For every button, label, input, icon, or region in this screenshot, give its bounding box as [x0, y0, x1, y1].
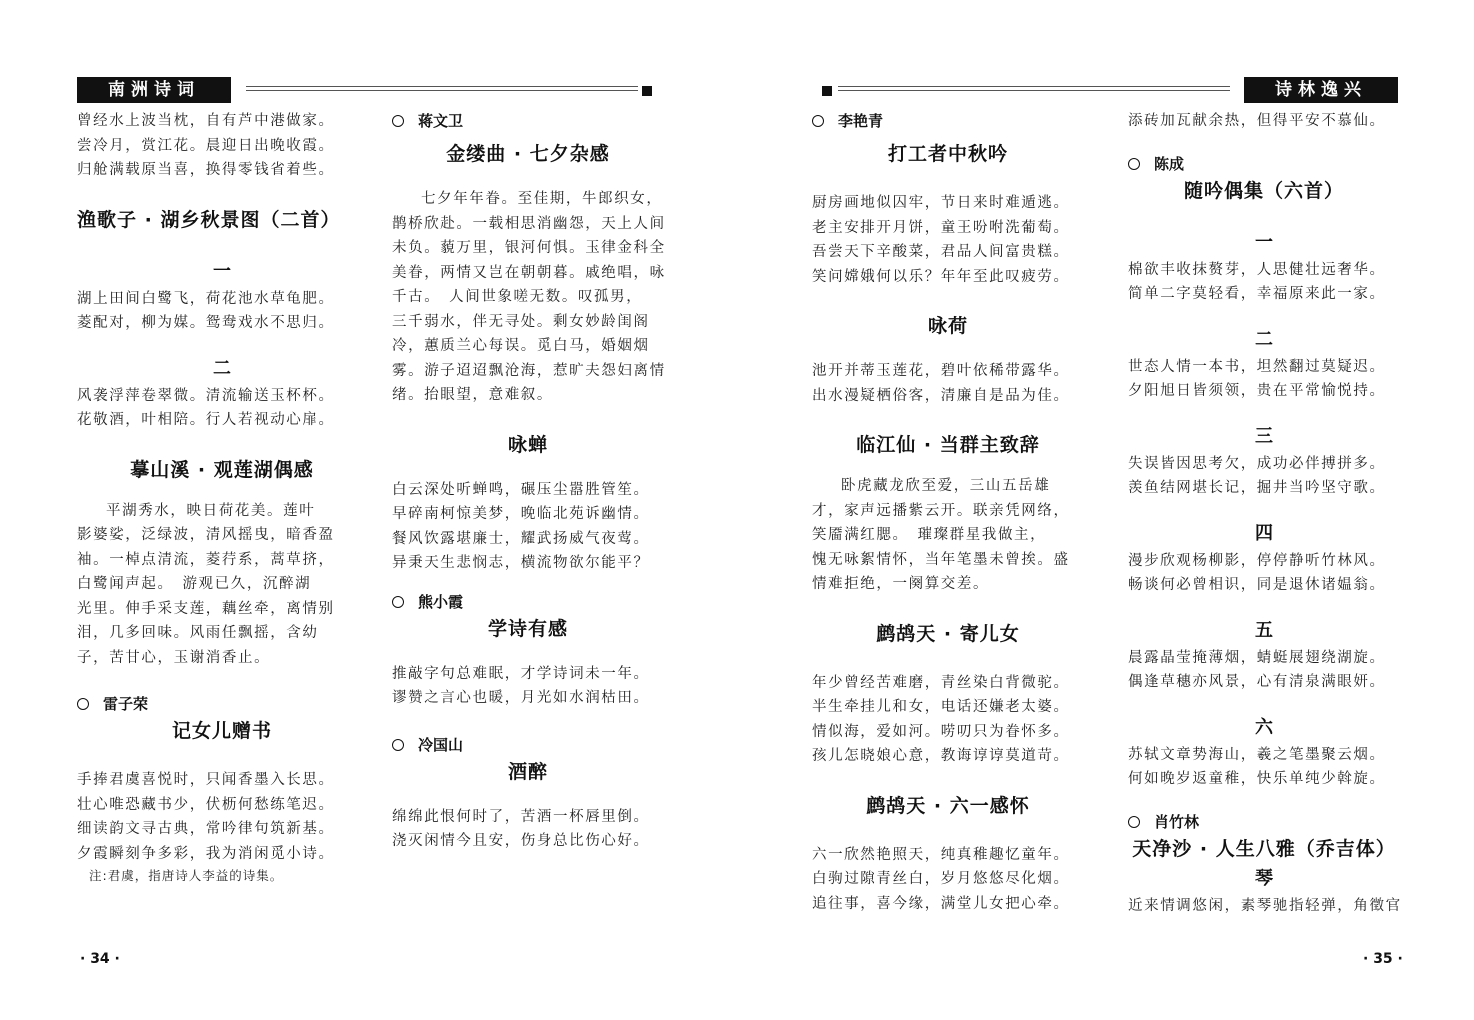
poem-line: 白鹭闻声起。 游观已久，沉醉湖: [77, 576, 312, 592]
poem-line: 七夕年年眷。至佳期，牛郎织女，: [421, 191, 663, 207]
poem-line: 吾尝天下辛酸菜，君品人间富贵糕。: [812, 244, 1070, 260]
poem-line: 绪。抬眼望，意难叙。: [392, 387, 553, 403]
poem-line: 夕霞瞬刻争多彩，我为消闲觅小诗。: [77, 845, 335, 862]
poem-line: 笑靥满红腮。 璀璨群星我做主，: [812, 527, 1047, 543]
poem-line: 夕阳旭日皆须领，贵在平常愉悦持。: [1128, 383, 1386, 399]
author-name: 肖竹林: [1154, 812, 1200, 831]
poem-title: 学诗有感: [487, 617, 568, 640]
poem-line: 偶逢草穗亦风景，心有清泉满眼妍。: [1128, 674, 1386, 690]
poem-title: 咏荷: [927, 315, 968, 337]
poem-line: 花敬酒，叶相陪。行人若视动心扉。: [77, 412, 335, 428]
poem-line: 早碎南柯惊美梦，晚临北苑诉幽情。: [392, 506, 650, 522]
poem-line: 畅谈何必曾相识，同是退休诸媪翁。: [1128, 577, 1386, 593]
poem-line: 棉欲丰收抹赘芽，人思健壮远奢华。: [1128, 261, 1386, 278]
section-number: 琴: [1255, 867, 1273, 889]
poem-line: 风袭浮萍卷翠微。清流输送玉杯杯。: [77, 387, 335, 404]
poem-line: 半生牵挂儿和女，电话还嫌老太婆。: [812, 699, 1070, 715]
poem-line: 异秉天生悲悯志，横流物欲尔能平？: [392, 555, 650, 571]
poem-line: 餐风饮露堪廉士，耀武扬威气夜莺。: [392, 530, 650, 547]
circle-bullet-icon: [392, 115, 404, 127]
poem-line: 鹊桥欣赴。一载相思消幽怨，天上人间: [392, 215, 666, 232]
author-line: [77, 692, 367, 716]
circle-bullet-icon: [1128, 816, 1140, 828]
poem-line: 尝冷月，赏江花。晨迎日出晚收霞。: [77, 137, 335, 154]
poem-title: 渔歌子 · 湖乡秋景图（二首）: [77, 208, 341, 231]
page-number-left: · 34 ·: [80, 951, 120, 967]
section-number: 一: [1255, 231, 1273, 253]
poem-title: 天净沙 · 人生八雅（乔吉体）: [1132, 837, 1396, 860]
poem-line: 出水漫疑栖俗客，清廉自是品为佳。: [812, 387, 1070, 404]
poem-title: 打工者中秋吟: [887, 143, 1008, 165]
poem-line: 推敲字句总难眠，才学诗词未一年。: [392, 665, 650, 682]
author-line: [812, 109, 1084, 133]
author-name: 雷子荣: [103, 695, 149, 713]
section-number: 五: [1255, 619, 1273, 641]
section-number: 四: [1255, 522, 1273, 544]
circle-bullet-icon: [1128, 158, 1140, 170]
poem-title: 记女儿赠书: [171, 720, 272, 742]
circle-bullet-icon: [392, 739, 404, 751]
author-name: 李艳青: [838, 112, 884, 130]
poem-line: 光里。伸手采支莲，藕丝牵，离情别: [77, 600, 335, 617]
poem-line: 子，苦甘心，玉谢消香止。: [77, 649, 271, 666]
poem-line: 泪，几多回味。风雨任飘摇，含幼: [77, 625, 319, 641]
poem-line: 才，家声远播紫云开。联亲凭网络，: [812, 502, 1070, 519]
poem-line: 世态人情一本书，坦然翻过莫疑迟。: [1128, 358, 1386, 375]
footnote: 注:君虞，指唐诗人李益的诗集。: [89, 868, 284, 883]
circle-bullet-icon: [812, 115, 824, 127]
poem-line: 菱配对，柳为媒。鸳鸯戏水不思归。: [77, 315, 335, 331]
poem-title: 随吟偶集（六首）: [1183, 179, 1344, 202]
poem-line: 年少曾经苦难磨，青丝染白背微驼。: [812, 674, 1070, 691]
poem-line: 简单二字莫轻看，幸福原来此一家。: [1128, 286, 1386, 302]
poem-title: 鹧鸪天 · 寄儿女: [876, 622, 1020, 645]
poem-title: 鹧鸪天 · 六一感怀: [866, 794, 1030, 817]
author-name: 蒋文卫: [418, 112, 464, 130]
poem-line: 失误皆因思考欠，成功必伴搏拼多。: [1128, 455, 1386, 472]
author-line: [1128, 810, 1400, 834]
poem-line: 厨房画地似囚牢，节日来时难遁逃。: [812, 195, 1070, 211]
section-number: 二: [1255, 328, 1273, 350]
right-header-rule: [838, 86, 1230, 91]
poem-line: 添砖加瓦献余热，但得平安不慕仙。: [1128, 113, 1386, 129]
poem-line: 情似海，爱如河。唠叨只为眷怀多。: [812, 723, 1070, 740]
poem-line: 愧无咏絮情怀，当年笔墨未曾挨。盛: [812, 551, 1070, 568]
poem-line: 孩儿怎晓娘心意，教诲谆谆莫道苛。: [812, 748, 1070, 764]
poem-line: 白驹过隙青丝白，岁月悠悠尽化烟。: [812, 871, 1070, 887]
author-name: 熊小霞: [418, 592, 464, 611]
poem-line: 未负。藐万里，银河何惧。玉律金科全: [392, 240, 666, 256]
author-line: [392, 109, 664, 133]
poem-line: 归舱满载原当喜，换得零钱省着些。: [77, 162, 335, 178]
poem-line: 池开并蒂玉莲花，碧叶依稀带露华。: [812, 363, 1070, 379]
poem-line: 细读韵文寻古典，常吟律句筑新基。: [77, 821, 335, 837]
right-col-1: [812, 109, 1084, 916]
poem-line: 千古。 人间世象嗟无数。叹孤男，: [392, 289, 643, 305]
right-header-square: [822, 86, 832, 96]
poem-title: 酒醉: [507, 760, 548, 783]
left-header-rule: [246, 86, 638, 91]
poem-line: 白云深处听蝉鸣，碾压尘嚣胜管笙。: [392, 481, 650, 498]
poem-line: 平湖秀水，映日荷花美。莲叶: [106, 502, 316, 519]
left-header-label: 南洲诗词: [77, 77, 231, 103]
poem-title: 临江仙 · 当群主致辞: [856, 434, 1040, 456]
poem-line: 手捧君虞喜悦时，只闻香墨入长思。: [77, 772, 335, 788]
poem-line: 六一欣然艳照天，纯真稚趣忆童年。: [812, 846, 1070, 863]
section-number: 二: [213, 357, 231, 379]
poem-line: 绵绵此恨何时了，苦酒一杯唇里倒。: [392, 808, 650, 825]
poem-line: 何如晚岁返童稚，快乐单纯少斡旋。: [1128, 771, 1386, 787]
right-header-label: 诗林逸兴: [1244, 77, 1398, 103]
author-line: [392, 733, 664, 757]
author-line: [1128, 152, 1400, 176]
poem-title: 摹山溪 · 观莲湖偶感: [130, 458, 314, 481]
section-number: 六: [1255, 716, 1273, 738]
author-name: 冷国山: [418, 735, 464, 754]
poem-line: 袖。一棹点清流，菱荇系，蒿草挤，: [77, 551, 335, 568]
poem-line: 雾。游子迢迢飘沧海，惹旷夫怨妇离情: [392, 362, 666, 379]
poem-line: 谬赞之言心也暖，月光如水润枯田。: [392, 690, 650, 706]
circle-bullet-icon: [392, 596, 404, 608]
poem-line: 影婆娑，泛绿波，清风摇曳，暗香盈: [77, 527, 335, 543]
poem-line: 苏轼文章势海山，羲之笔墨聚云烟。: [1128, 746, 1386, 763]
poem-line: 湖上田间白鹭飞，荷花池水草龟肥。: [77, 290, 335, 307]
circle-bullet-icon: [77, 698, 89, 710]
section-number: 一: [213, 260, 231, 282]
author-line: [392, 590, 664, 614]
poem-line: 三千弱水，伴无寻处。剩女妙龄闺阁: [392, 313, 650, 330]
page-number-right: · 35 ·: [1363, 951, 1403, 967]
left-col-2: [392, 109, 664, 854]
section-number: 三: [1255, 425, 1273, 447]
poem-line: 近来情调悠闲，素琴驰指轻弹，角徵官: [1128, 897, 1402, 914]
poem-line: 晨露晶莹掩薄烟，蜻蜓展翅绕湖旋。: [1128, 649, 1386, 666]
poem-line: 老主安排开月饼，童王吩咐洗葡萄。: [812, 219, 1070, 236]
left-col-1: [77, 109, 367, 886]
poem-title: 咏蝉: [507, 433, 548, 456]
poem-line: 冷，蕙质兰心每误。觅白马，婚姻烟: [392, 338, 650, 354]
poem-line: 情难拒绝，一阕算交差。: [812, 576, 990, 592]
poem-line: 美眷，两情又岂在朝朝暮。戚绝唱，咏: [392, 264, 666, 281]
poem-line: 漫步欣观杨柳影，停停静听竹林风。: [1128, 552, 1386, 569]
poem-line: 笑问嫦娥何以乐？年年至此叹疲劳。: [812, 268, 1070, 285]
poem-line: 卧虎藏龙欣至爱，三山五岳雄: [841, 478, 1051, 494]
poem-line: 壮心唯恐藏书少，伏枥何愁练笔迟。: [77, 796, 335, 813]
poem-line: 曾经水上波当枕，自有芦中港做家。: [77, 113, 335, 129]
poem-line: 浇灭闲情今且安，伤身总比伤心好。: [392, 833, 650, 849]
poem-title: 金缕曲 · 七夕杂感: [446, 143, 610, 165]
left-header-square: [642, 86, 652, 96]
poem-line: 追往事，喜今缘，满堂儿女把心牵。: [812, 895, 1070, 912]
right-col-2: [1128, 109, 1400, 918]
author-name: 陈成: [1154, 154, 1185, 173]
poem-line: 羡鱼结网堪长记，掘井当吟坚守歌。: [1128, 480, 1386, 496]
